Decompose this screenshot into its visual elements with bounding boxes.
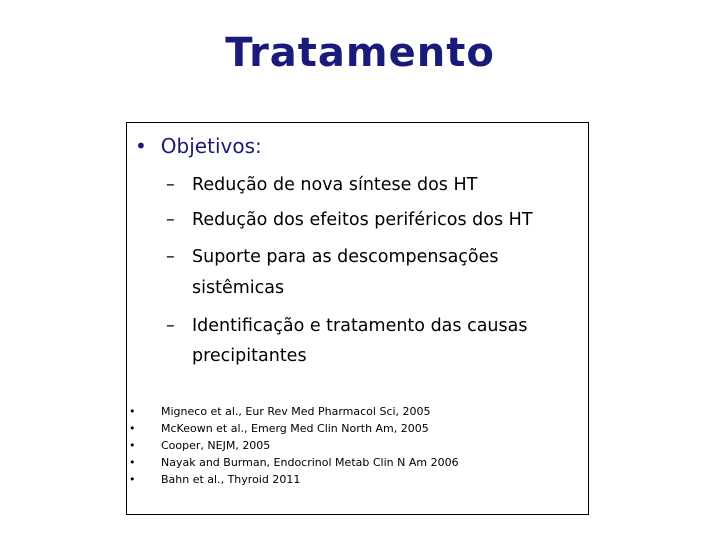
main-bullet: [135, 132, 262, 160]
sub-item: [166, 309, 527, 343]
sub-item: [166, 203, 533, 237]
bullet-icon: •: [129, 456, 136, 469]
dash-icon: –: [166, 210, 175, 230]
sub-item-text: Redução de nova síntese dos HT: [192, 175, 478, 195]
sub-item: [166, 240, 499, 274]
sub-item: [166, 168, 477, 202]
sub-item-text: sistêmicas: [192, 278, 285, 298]
dash-icon: –: [166, 316, 175, 336]
sub-item-text: Suporte para as descompensações: [192, 247, 499, 267]
reference-text: McKeown et al., Emerg Med Clin North Am, 2005: [161, 422, 429, 435]
bullet-icon: •: [129, 473, 136, 486]
bullet-icon: •: [135, 134, 147, 158]
dash-icon: –: [166, 175, 175, 195]
sub-item-continuation: [166, 339, 307, 373]
reference-text: Cooper, NEJM, 2005: [161, 439, 271, 452]
sub-item-continuation: [166, 271, 284, 305]
sub-item-text: Identificação e tratamento das causas: [192, 316, 528, 336]
bullet-icon: •: [129, 405, 136, 418]
reference-text: Migneco et al., Eur Rev Med Pharmacol Sci, 2005: [161, 405, 431, 418]
slide-title: Tratamento: [225, 30, 495, 76]
sub-item-text: Redução dos efeitos periféricos dos HT: [192, 210, 533, 230]
main-bullet-label: Objetivos:: [160, 134, 262, 158]
bullet-icon: •: [129, 439, 136, 452]
dash-icon: –: [166, 247, 175, 267]
reference-text: Nayak and Burman, Endocrinol Metab Clin N Am 2006: [161, 456, 459, 469]
bullet-icon: •: [129, 422, 136, 435]
sub-item-text: precipitantes: [192, 346, 307, 366]
reference-text: Bahn et al., Thyroid 2011: [161, 473, 301, 486]
